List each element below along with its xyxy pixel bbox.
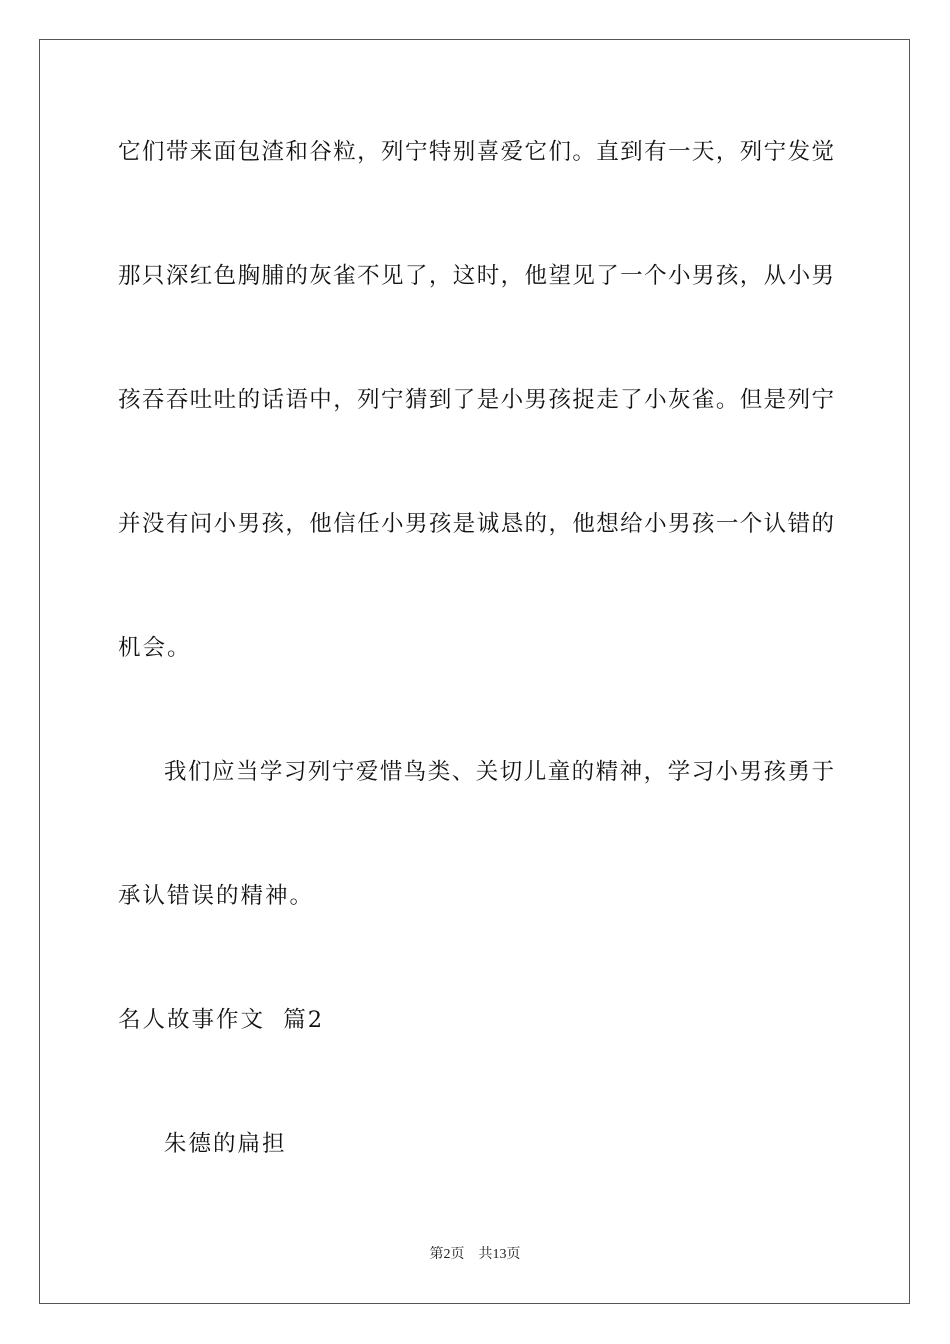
paragraph-line-5: 机会。	[118, 635, 192, 661]
page-number-current: 第2页	[429, 1247, 465, 1262]
paragraph-line-3: 孩吞吞吐吐的话语中，列宁猜到了是小男孩捉走了小灰雀。但是列宁	[118, 387, 834, 413]
paragraph-line-4: 并没有问小男孩，他信任小男孩是诚恳的，他想给小男孩一个认错的	[118, 511, 834, 537]
paragraph-line-1: 它们带来面包渣和谷粒，列宁特别喜爱它们。直到有一天，列宁发觉	[118, 139, 834, 165]
paragraph-line-7: 承认错误的精神。	[118, 883, 315, 909]
section-heading: 名人故事作文 篇2	[118, 1007, 325, 1033]
page-number-total: 共13页	[478, 1247, 521, 1262]
page-footer	[0, 1245, 950, 1265]
paragraph-line-6: 我们应当学习列宁爱惜鸟类、关切儿童的精神，学习小男孩勇于	[164, 759, 834, 785]
page-border	[39, 39, 910, 1304]
story-subtitle: 朱德的扁担	[164, 1131, 287, 1157]
paragraph-line-2: 那只深红色胸脯的灰雀不见了，这时，他望见了一个小男孩，从小男	[118, 263, 834, 289]
